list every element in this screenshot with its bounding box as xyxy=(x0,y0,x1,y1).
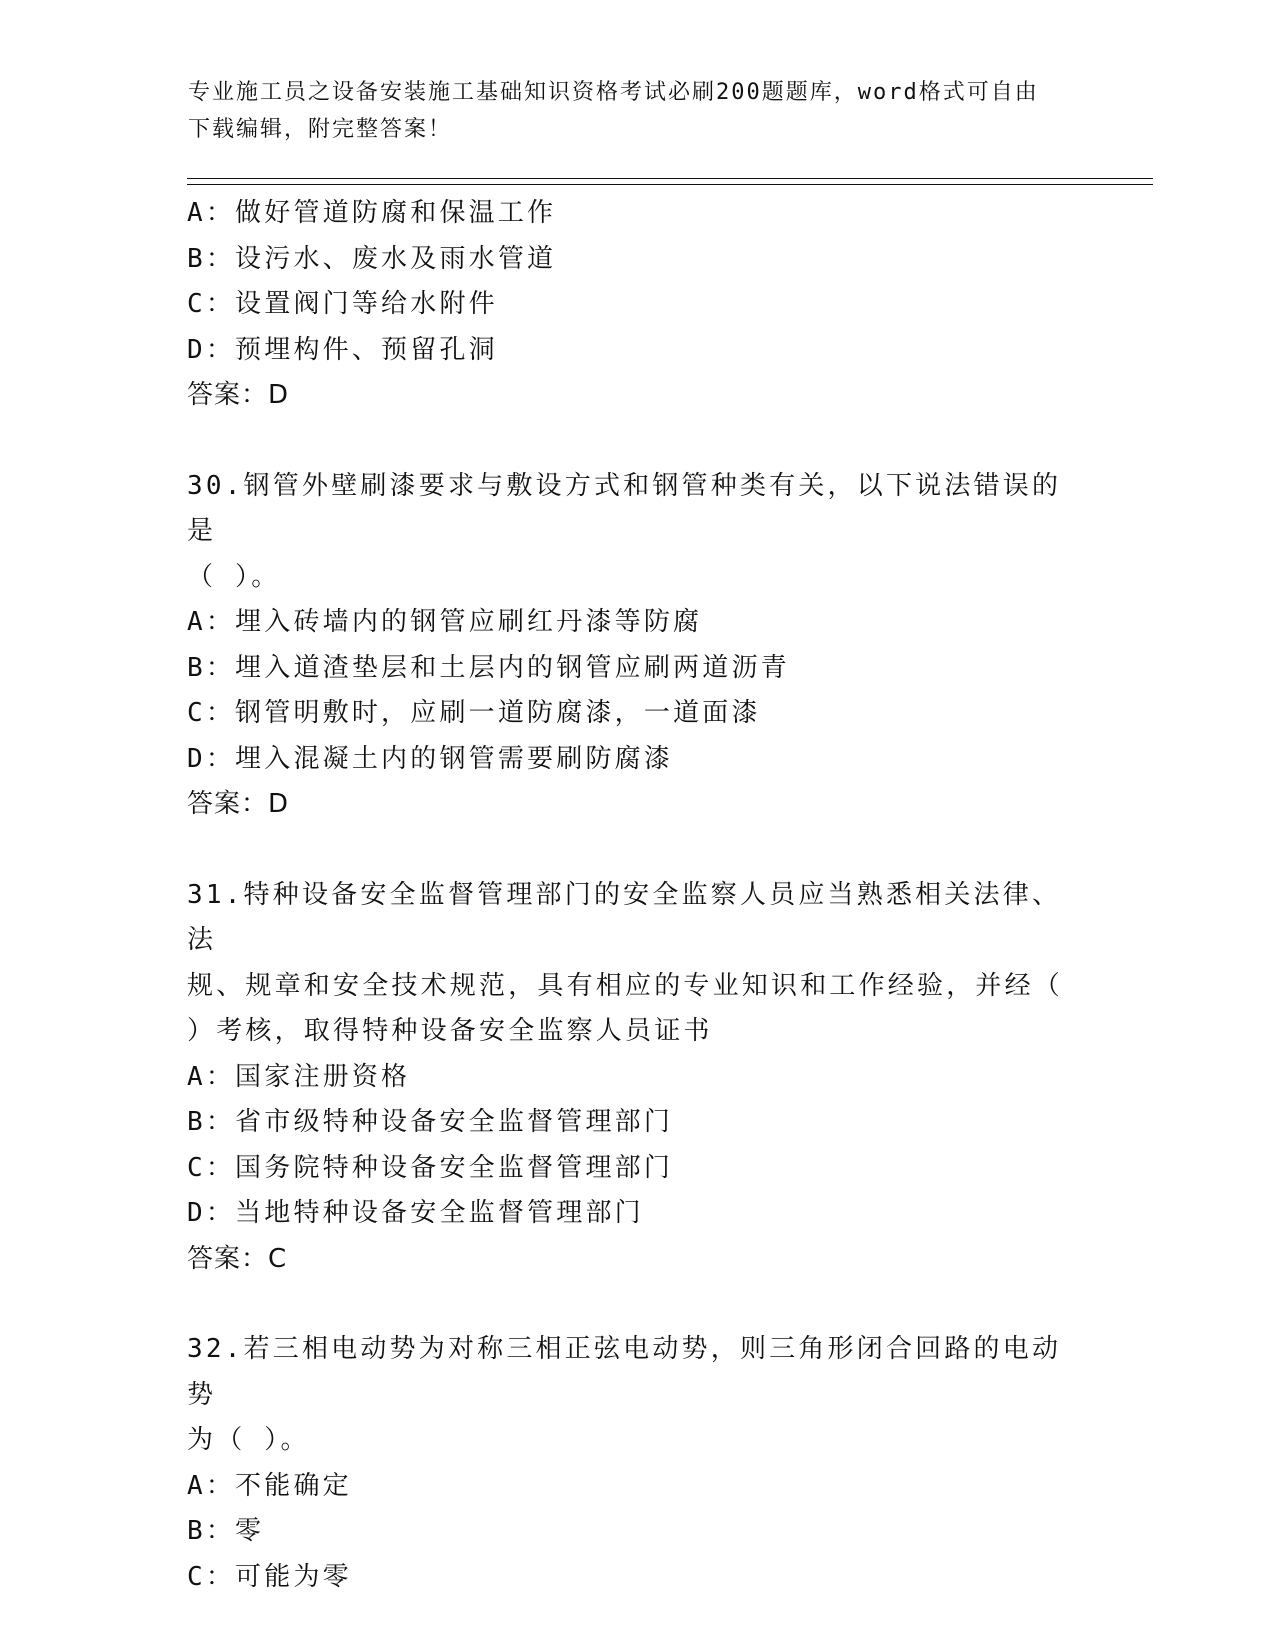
option-b: B：设污水、废水及雨水管道 xyxy=(187,243,557,274)
question-stem-line: 30.钢管外壁刷漆要求与敷设方式和钢管种类有关，以下说法错误的是 xyxy=(187,470,1062,546)
option-b: B：埋入道渣垫层和土层内的钢管应刷两道沥青 xyxy=(187,652,790,683)
question-stem-line: （ ）。 xyxy=(187,561,281,592)
option-a: A：埋入砖墙内的钢管应刷红丹漆等防腐 xyxy=(187,607,703,637)
header-line-2: 下载编辑，附完整答案！ xyxy=(188,117,453,142)
header-rule-bottom xyxy=(187,184,1153,185)
answer: 答案：D xyxy=(187,789,290,819)
option-b: B：省市级特种设备安全监督管理部门 xyxy=(187,1107,674,1137)
option-b: B：零 xyxy=(187,1516,265,1546)
question-stem-line: 规、规章和安全技术规范，具有相应的专业知识和工作经验，并经（ xyxy=(187,970,1064,1001)
option-c: C：钢管明敷时，应刷一道防腐漆，一道面漆 xyxy=(187,698,761,728)
option-d: D：预埋构件、预留孔洞 xyxy=(187,334,498,365)
question-list xyxy=(187,191,1087,1600)
option-a: A：不能确定 xyxy=(187,1470,352,1501)
option-c: C：可能为零 xyxy=(187,1561,352,1592)
header-rule-top xyxy=(187,178,1153,179)
answer: 答案：D xyxy=(187,380,290,410)
question-stem-line: 32.若三相电动势为对称三相正弦电动势，则三角形闭合回路的电动势 xyxy=(187,1334,1062,1410)
option-d: D：埋入混凝土内的钢管需要刷防腐漆 xyxy=(187,743,674,774)
answer: 答案：C xyxy=(187,1243,288,1274)
option-d: D：当地特种设备安全监督管理部门 xyxy=(187,1198,644,1228)
document-header xyxy=(188,74,1088,148)
option-c: C：国务院特种设备安全监督管理部门 xyxy=(187,1152,674,1183)
option-a: A：国家注册资格 xyxy=(187,1061,411,1092)
question-32 xyxy=(187,1327,1087,1600)
question-30 xyxy=(187,464,1087,828)
question-stem-line: 为（ ）。 xyxy=(187,1425,310,1455)
question-stem-line: ）考核，取得特种设备安全监察人员证书 xyxy=(187,1016,713,1046)
question-31 xyxy=(187,873,1087,1283)
option-c: C：设置阀门等给水附件 xyxy=(187,289,498,319)
option-a: A：做好管道防腐和保温工作 xyxy=(187,198,557,228)
question-stem-line: 31.特种设备安全监督管理部门的安全监察人员应当熟悉相关法律、法 xyxy=(187,879,1062,955)
question-29-continued xyxy=(187,191,1087,419)
header-line-1: 专业施工员之设备安装施工基础知识资格考试必刷200题题库，word格式可自由 xyxy=(188,80,1039,105)
